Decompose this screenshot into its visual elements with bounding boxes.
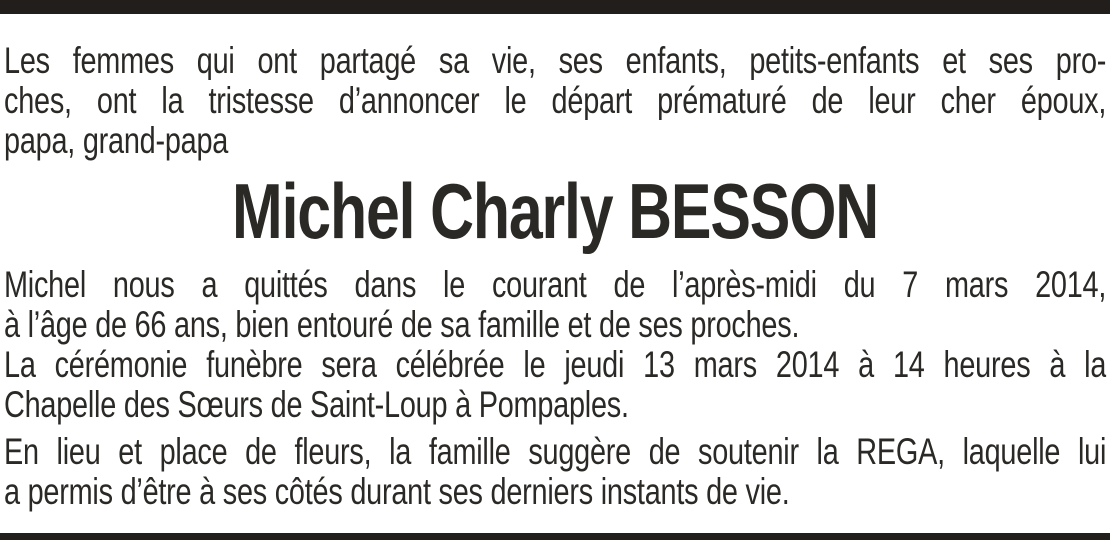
body-line: Michel nous a quittés dans le courant de l’après-midi du 7 mars 2014, [4,265,1107,305]
closing-line: a permis d’être à ses côtés durant ses derniers instants de vie. [4,471,790,512]
body-line: Chapelle des Sœurs de Saint-Loup à Pompaples. [4,384,629,425]
donation-paragraph [4,432,1106,512]
body-line: à l’âge de 66 ans, bien entouré de sa famille et de ses proches. [4,304,800,345]
deceased-name: Michel Charly BESSON [232,167,879,255]
announcement-paragraph [4,265,1106,425]
intro-line: ches, ont la tristesse d’annoncer le départ prématuré de leur cher époux, [4,80,1107,120]
intro-line: papa, grand-papa [4,120,229,161]
intro-line: Les femmes qui ont partagé sa vie, ses enfants, petits-enfants et ses pro- [4,40,1107,80]
death-notice [4,14,1106,512]
body-line: La cérémonie funèbre sera célébrée le jeudi 13 mars 2014 à 14 heures à la [4,345,1107,385]
top-border-rule [0,0,1110,14]
bottom-border-rule [0,533,1110,540]
intro-paragraph [4,40,1106,161]
closing-line: En lieu et place de fleurs, la famille suggère de soutenir la REGA, laquelle lui [4,432,1107,472]
